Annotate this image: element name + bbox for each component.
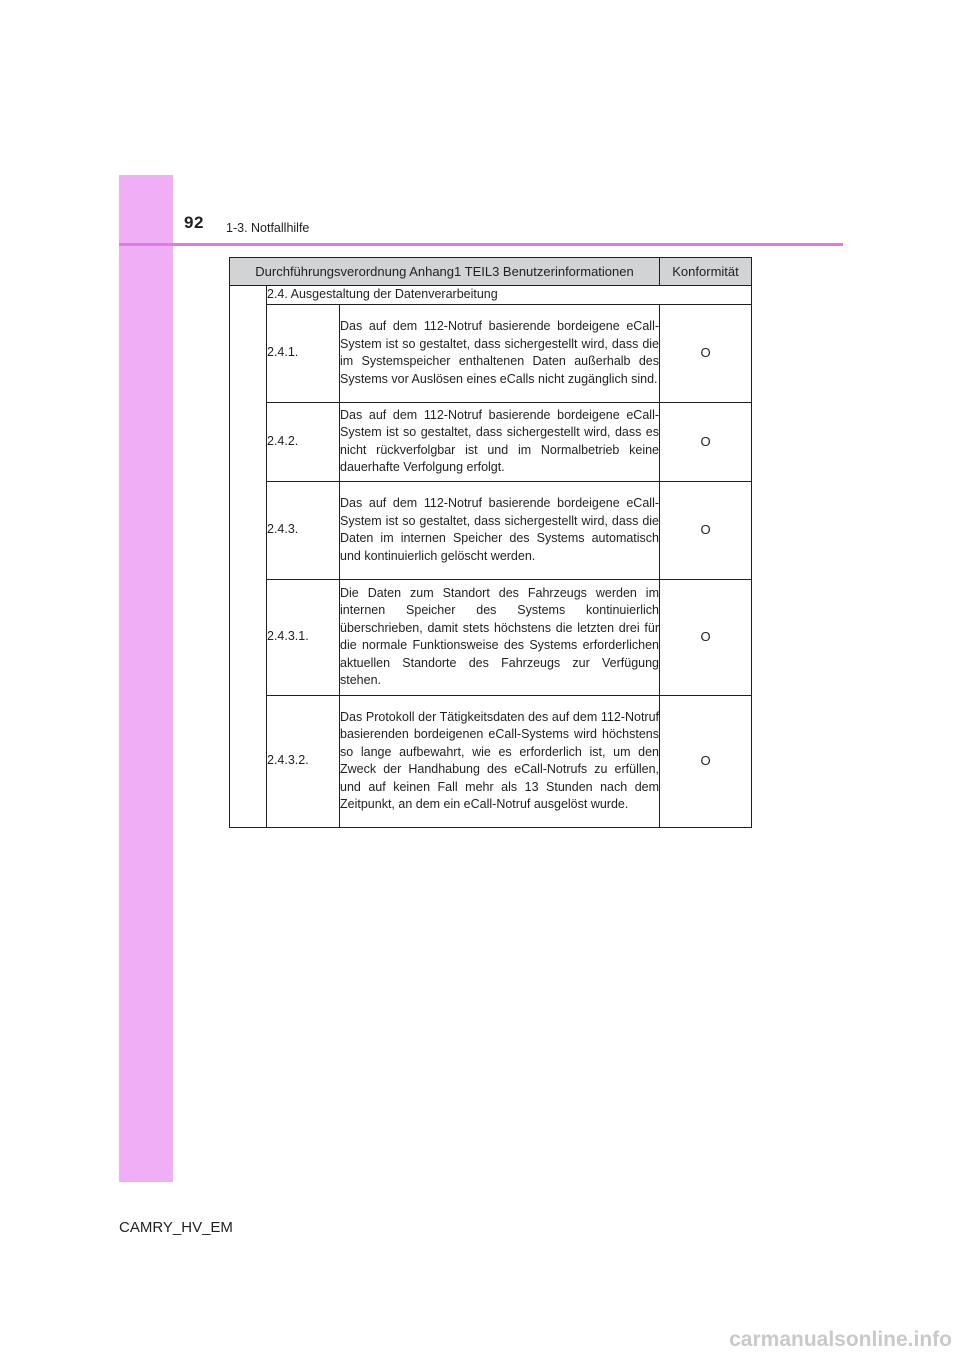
page-number: 92 xyxy=(184,213,204,232)
header-regulation: Durchführungsverordnung Anhang1 TEIL3 Benutzerinformationen xyxy=(230,258,660,286)
row-text: Das Protokoll der Tätigkeitsdaten des auf dem 112-Notruf basierenden bordeigenen eCall-Systems wird höchstens so lange aufbewahrt, wie es erforderlich ist, um den Zweck der Handhabung des eCall-Notrufs zu erfüllen, und auf keinen Fall mehr als 13 Stunden nach dem Zeitpunkt, an dem ein eCall-Notruf ausgelöst wurde. xyxy=(340,695,660,827)
row-code: 2.4.2. xyxy=(267,402,340,481)
row-code: 2.4.3.1. xyxy=(267,579,340,695)
table-row xyxy=(230,579,752,695)
row-text: Das auf dem 112-Notruf basierende bordeigene eCall-System ist so gestaltet, dass sichergestellt wird, dass die Daten im internen Speicher des Systems automatisch und kontinuierlich gelöscht werden. xyxy=(340,481,660,579)
row-text: Das auf dem 112-Notruf basierende bordeigene eCall-System ist so gestaltet, dass sichergestellt wird, dass es nicht rückverfolgbar ist und im Normalbetrieb keine dauerhafte Verfolgung erfolgt. xyxy=(340,402,660,481)
row-conformity: O xyxy=(660,481,752,579)
row-text: Das auf dem 112-Notruf basierende bordeigene eCall-System ist so gestaltet, dass sichergestellt wird, dass die im Systemspeicher enthaltenen Daten außerhalb des Systems vor Auslösen eines eCalls nicht zugänglich sind. xyxy=(340,304,660,402)
table-row xyxy=(230,304,752,402)
row-conformity: O xyxy=(660,579,752,695)
chapter-tab-bar xyxy=(119,175,173,1182)
indent-column xyxy=(230,286,267,828)
table-row xyxy=(230,402,752,481)
header-rule xyxy=(119,243,843,246)
row-text: Die Daten zum Standort des Fahrzeugs werden im internen Speicher des Systems kontinuierlich überschrieben, damit stets höchstens die letzten drei für die normale Funktionsweise des Systems erforderlichen aktuellen Standorte des Fahrzeugs zur Verfügung stehen. xyxy=(340,579,660,695)
row-code: 2.4.3. xyxy=(267,481,340,579)
watermark: carmanualsonline.info xyxy=(729,1328,952,1351)
footer-model-code: CAMRY_HV_EM xyxy=(119,1219,233,1236)
requirements-table xyxy=(229,257,752,828)
section-heading: 2.4. Ausgestaltung der Datenverarbeitung xyxy=(267,286,752,305)
table-header-row xyxy=(230,258,752,286)
section-title: 1-3. Notfallhilfe xyxy=(226,221,310,235)
header-conformity: Konformität xyxy=(660,258,752,286)
table-row xyxy=(230,695,752,827)
row-conformity: O xyxy=(660,304,752,402)
section-row xyxy=(230,286,752,305)
table-row xyxy=(230,481,752,579)
row-code: 2.4.1. xyxy=(267,304,340,402)
row-conformity: O xyxy=(660,695,752,827)
row-code: 2.4.3.2. xyxy=(267,695,340,827)
row-conformity: O xyxy=(660,402,752,481)
